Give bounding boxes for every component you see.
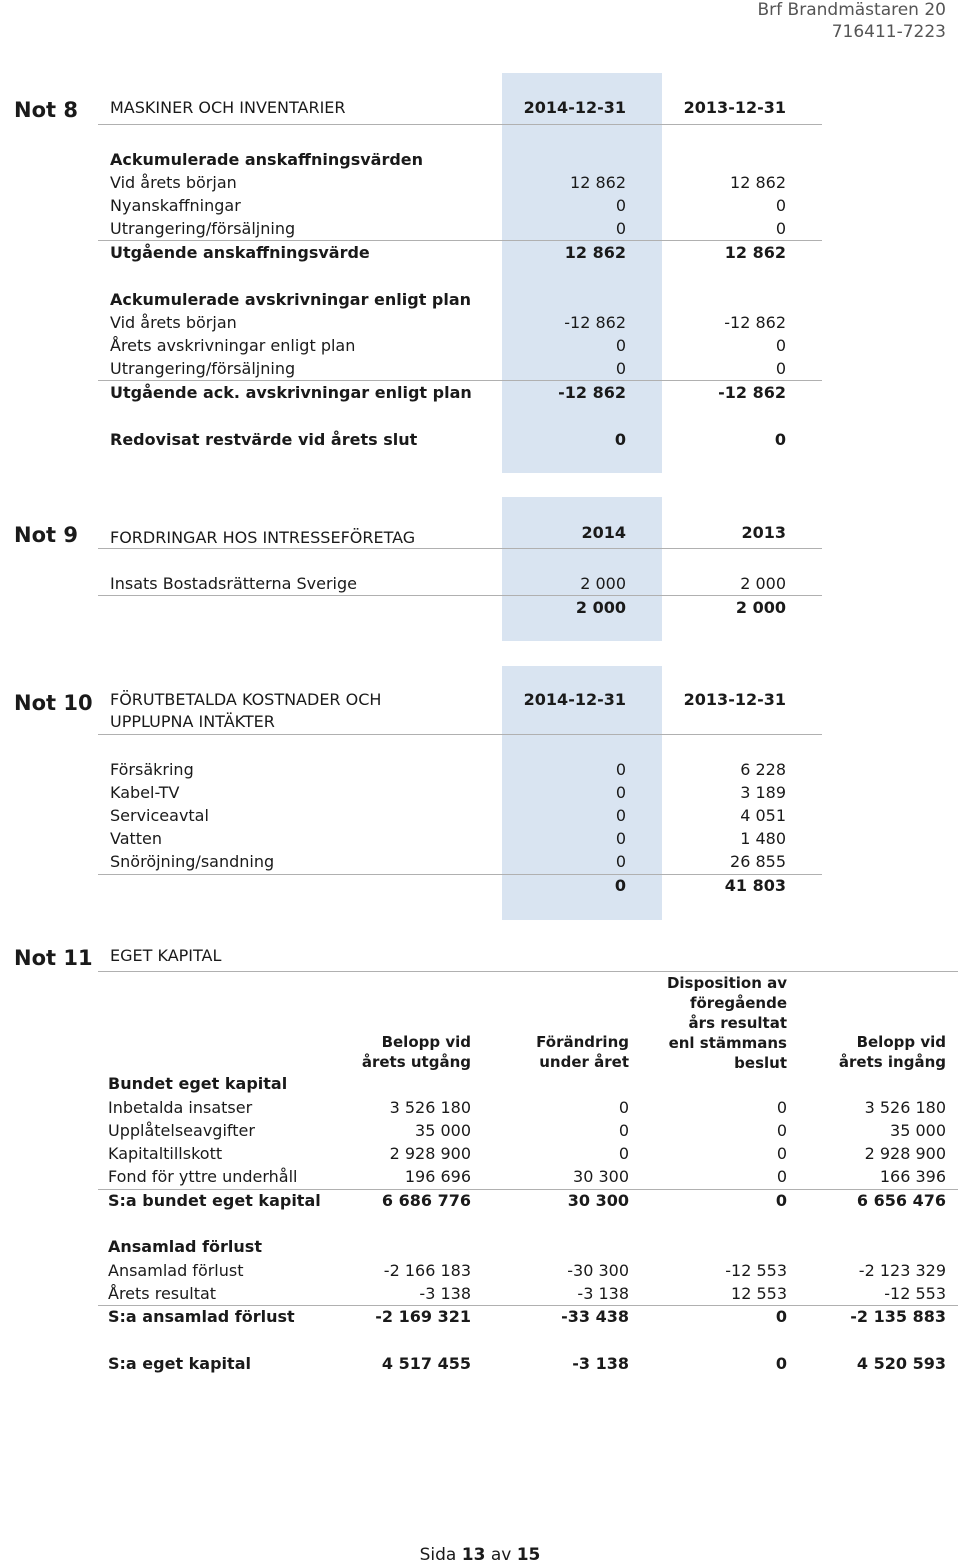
note11-section1-heading: Bundet eget kapital <box>108 1074 288 1093</box>
note10-row-v2: 3 189 <box>740 783 786 802</box>
note8-total2-label: Utgående ack. avskrivningar enligt plan <box>110 383 472 402</box>
note10-col2-header: 2013-12-31 <box>683 690 786 709</box>
note11-grand-total-d: 4 520 593 <box>856 1354 946 1373</box>
note11-grand-total-label: S:a eget kapital <box>108 1354 251 1373</box>
note8-section1-heading: Ackumulerade anskaffningsvärden <box>110 150 424 169</box>
note11-total2-rule <box>98 1305 958 1306</box>
note8-row-v1: 0 <box>615 359 626 378</box>
note11-row-d: -12 553 <box>884 1284 946 1303</box>
note8-title: MASKINER OCH INVENTARIER <box>110 98 346 117</box>
note11-total1-d: 6 656 476 <box>856 1191 946 1210</box>
note10-row-v2: 26 855 <box>730 852 786 871</box>
note11-row-c: 12 553 <box>731 1284 787 1303</box>
note8-row-label: Vid årets början <box>110 313 237 332</box>
note8-row-label: Nyanskaffningar <box>110 196 241 215</box>
note10-row-label: Snöröjning/sandning <box>110 852 275 871</box>
note8-total1-label: Utgående anskaffningsvärde <box>110 243 370 262</box>
note11-row-label: Fond för yttre underhåll <box>108 1167 298 1186</box>
note11-row-b: -3 138 <box>577 1284 629 1303</box>
note8-label: Not 8 <box>14 98 78 122</box>
note11-header-rule <box>98 971 958 972</box>
note11-row-c: 0 <box>776 1098 787 1117</box>
note8-subtotal2-rule <box>98 380 822 381</box>
note10-title-line1: FÖRUTBETALDA KOSTNADER OCH <box>110 690 382 709</box>
note11-row-a: 3 526 180 <box>389 1098 471 1117</box>
note11-row-b: -30 300 <box>567 1261 629 1280</box>
note10-total-v1: 0 <box>614 876 626 895</box>
note8-header-rule <box>98 124 822 125</box>
note8-row-v2: 0 <box>775 219 786 238</box>
note8-total1-v2: 12 862 <box>724 243 786 262</box>
note10-row-label: Serviceavtal <box>110 806 209 825</box>
note9-row-v2: 2 000 <box>740 574 786 593</box>
note8-result-label: Redovisat restvärde vid årets slut <box>110 430 418 449</box>
note11-row-label: Upplåtelseavgifter <box>108 1121 255 1140</box>
note11-row-label: Inbetalda insatser <box>108 1098 253 1117</box>
company-name: Brf Brandmästaren 20 <box>757 0 946 20</box>
note8-subtotal1-rule <box>98 240 822 241</box>
note8-result-v1: 0 <box>614 430 626 449</box>
note11-col-utgang-header: Belopp vid årets utgång <box>361 1033 471 1071</box>
note11-col-forandring-header: Förändring under året <box>536 1033 629 1071</box>
note11-row-c: -12 553 <box>725 1261 787 1280</box>
note11-label: Not 11 <box>14 946 93 970</box>
note8-row-v1: -12 862 <box>564 313 626 332</box>
note10-row-v1: 0 <box>615 852 626 871</box>
note11-row-a: -3 138 <box>419 1284 471 1303</box>
note11-total1-b: 30 300 <box>567 1191 629 1210</box>
note9-title: FORDRINGAR HOS INTRESSEFÖRETAG <box>110 528 416 547</box>
note10-row-label: Kabel-TV <box>110 783 180 802</box>
footer-middle: av <box>490 1545 512 1565</box>
note11-row-b: 0 <box>618 1098 629 1117</box>
note11-title: EGET KAPITAL <box>110 946 222 965</box>
note11-total1-label: S:a bundet eget kapital <box>108 1191 321 1210</box>
note8-row-v2: 12 862 <box>730 173 786 192</box>
note11-row-c: 0 <box>776 1167 787 1186</box>
note8-row-v2: 0 <box>775 359 786 378</box>
note10-row-label: Vatten <box>110 829 163 848</box>
note8-row-v2: -12 862 <box>724 313 786 332</box>
note8-row-label: Utrangering/försäljning <box>110 219 296 238</box>
note11-col-disposition-header: Disposition av föregående års resultat enl stämmans beslut <box>666 974 787 1072</box>
note8-row-v1: 0 <box>615 336 626 355</box>
note11-section2-heading: Ansamlad förlust <box>108 1237 262 1256</box>
note11-row-label: Årets resultat <box>108 1284 217 1303</box>
note11-total2-a: -2 169 321 <box>375 1307 471 1326</box>
note11-row-b: 30 300 <box>573 1167 629 1186</box>
note8-row-label: Årets avskrivningar enligt plan <box>110 336 356 355</box>
note11-total1-c: 0 <box>775 1191 787 1210</box>
note11-total1-rule <box>98 1189 958 1190</box>
note8-result-v2: 0 <box>774 430 786 449</box>
note8-col2-header: 2013-12-31 <box>683 98 786 117</box>
note10-row-v2: 6 228 <box>740 760 786 779</box>
note11-row-d: 2 928 900 <box>864 1144 946 1163</box>
note10-row-v1: 0 <box>615 806 626 825</box>
note8-row-v2: 0 <box>775 196 786 215</box>
page-footer <box>0 1545 960 1565</box>
note11-total2-c: 0 <box>775 1307 787 1326</box>
note10-title-line2: UPPLUPNA INTÄKTER <box>110 712 275 731</box>
note11-row-c: 0 <box>776 1144 787 1163</box>
note10-row-v1: 0 <box>615 829 626 848</box>
note8-total2-v2: -12 862 <box>718 383 786 402</box>
note11-row-b: 0 <box>618 1144 629 1163</box>
note9-header-rule <box>98 548 822 549</box>
note10-header-rule <box>98 734 822 735</box>
note8-shade <box>502 73 662 473</box>
note8-total1-v1: 12 862 <box>564 243 626 262</box>
note10-total-rule <box>98 874 822 875</box>
note11-grand-total-a: 4 517 455 <box>381 1354 471 1373</box>
note10-label: Not 10 <box>14 691 93 715</box>
note11-row-d: 35 000 <box>890 1121 946 1140</box>
note8-row-label: Vid årets början <box>110 173 237 192</box>
note11-row-c: 0 <box>776 1121 787 1140</box>
note9-row-v1: 2 000 <box>580 574 626 593</box>
note11-grand-total-b: -3 138 <box>572 1354 629 1373</box>
note11-grand-total-c: 0 <box>775 1354 787 1373</box>
note8-row-label: Utrangering/försäljning <box>110 359 296 378</box>
note11-row-a: 2 928 900 <box>389 1144 471 1163</box>
note8-col1-header: 2014-12-31 <box>523 98 626 117</box>
note10-row-v1: 0 <box>615 760 626 779</box>
footer-page-total: 15 <box>516 1545 541 1565</box>
note10-row-v2: 4 051 <box>740 806 786 825</box>
note10-row-v1: 0 <box>615 783 626 802</box>
note8-row-v1: 0 <box>615 219 626 238</box>
note10-row-v2: 1 480 <box>740 829 786 848</box>
note11-row-d: -2 123 329 <box>858 1261 946 1280</box>
note11-row-a: 35 000 <box>415 1121 471 1140</box>
note8-row-v1: 0 <box>615 196 626 215</box>
note11-row-a: -2 166 183 <box>383 1261 471 1280</box>
note9-col1-header: 2014 <box>581 523 626 542</box>
note8-row-v1: 12 862 <box>570 173 626 192</box>
note11-row-a: 196 696 <box>404 1167 471 1186</box>
note11-total2-d: -2 135 883 <box>850 1307 946 1326</box>
note10-col1-header: 2014-12-31 <box>523 690 626 709</box>
org-number: 716411-7223 <box>831 22 946 42</box>
note10-total-v2: 41 803 <box>724 876 786 895</box>
note11-total2-b: -33 438 <box>561 1307 629 1326</box>
note10-row-label: Försäkring <box>110 760 194 779</box>
note9-col2-header: 2013 <box>741 523 786 542</box>
note9-total-rule <box>98 595 822 596</box>
note9-total-v2: 2 000 <box>735 598 786 617</box>
note11-row-b: 0 <box>618 1121 629 1140</box>
note9-label: Not 9 <box>14 523 78 547</box>
note11-row-d: 3 526 180 <box>864 1098 946 1117</box>
note9-total-v1: 2 000 <box>575 598 626 617</box>
note11-row-label: Kapitaltillskott <box>108 1144 223 1163</box>
note11-total2-label: S:a ansamlad förlust <box>108 1307 295 1326</box>
footer-prefix: Sida <box>419 1545 457 1565</box>
note11-row-d: 166 396 <box>879 1167 946 1186</box>
note9-shade <box>502 497 662 641</box>
note9-row-label: Insats Bostadsrätterna Sverige <box>110 574 357 593</box>
note11-total1-a: 6 686 776 <box>381 1191 471 1210</box>
note11-col-ingang-header: Belopp vid årets ingång <box>838 1033 946 1071</box>
note8-total2-v1: -12 862 <box>558 383 626 402</box>
note8-row-v2: 0 <box>775 336 786 355</box>
note8-section2-heading: Ackumulerade avskrivningar enligt plan <box>110 290 472 309</box>
note11-row-label: Ansamlad förlust <box>108 1261 244 1280</box>
footer-page-number: 13 <box>461 1545 486 1565</box>
